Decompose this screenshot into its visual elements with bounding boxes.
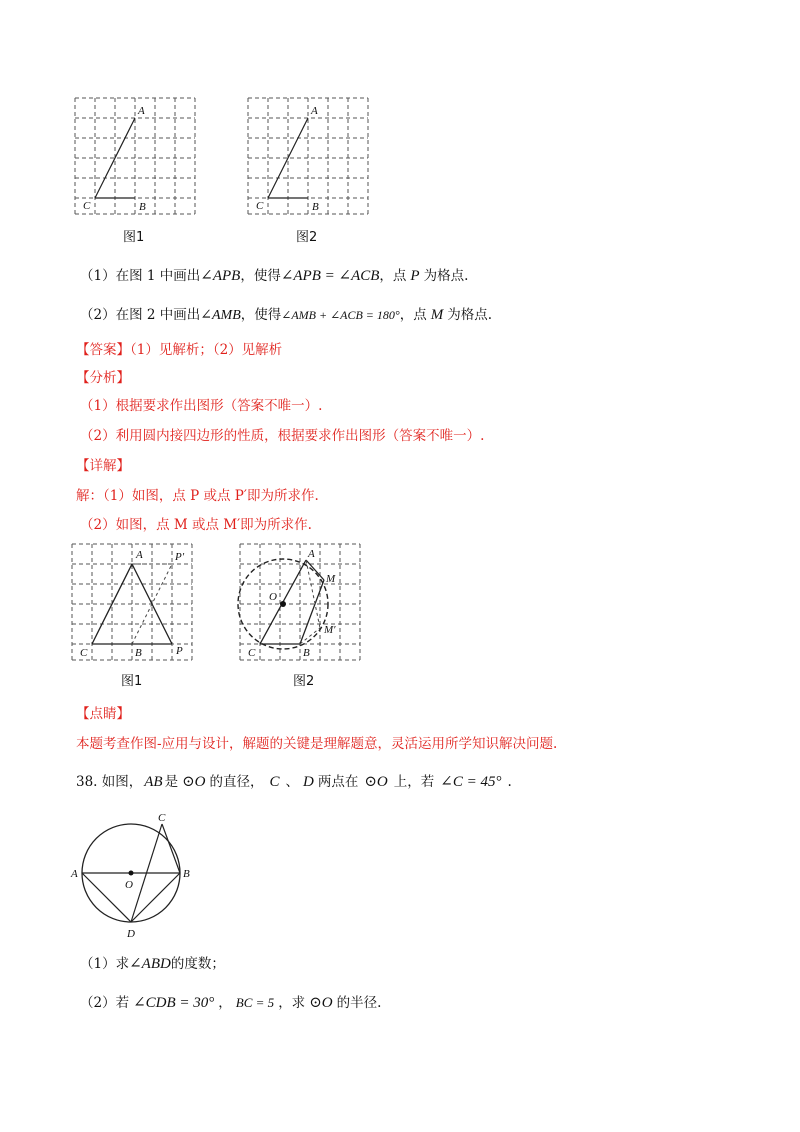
text: （1）求: [80, 956, 130, 972]
math-point: P: [410, 268, 420, 284]
question-38-part-2: [80, 993, 381, 1013]
label-b: B: [183, 868, 190, 880]
label-c: C: [256, 200, 264, 212]
text: 两点在: [317, 774, 359, 790]
math-condition: ∠CDB = 30°: [133, 995, 215, 1011]
label-b: B: [135, 647, 142, 659]
label-c: C: [80, 647, 88, 659]
answer-tag: 【答案】: [76, 342, 130, 358]
figure-caption-1: 图1: [123, 230, 145, 245]
comment-tag: 【点睛】: [76, 706, 130, 722]
grid-figure-1: [70, 94, 200, 218]
detail-tag: 【详解】: [76, 458, 130, 474]
answer-text: （1）见解析；（2）见解析: [130, 342, 283, 358]
math-circle: ⊙O: [182, 774, 206, 790]
analysis-line-2: （2）利用圆内接四边形的性质，根据要求作出图形（答案不唯一）.: [80, 428, 485, 444]
label-a: A: [71, 868, 78, 880]
text: 为格点.: [447, 307, 492, 323]
math-equation: ∠AMB + ∠ACB = 180°: [281, 308, 400, 322]
text: 的半径.: [336, 995, 382, 1011]
math-segment: AB: [144, 774, 163, 790]
answer-line: [76, 340, 282, 360]
circle-figure-38: [66, 812, 206, 942]
text: 的直径，: [209, 774, 264, 790]
question-38: [76, 772, 512, 792]
solution-figure-1: [68, 540, 198, 664]
label-a: A: [136, 549, 143, 561]
label-c: C: [83, 200, 91, 212]
label-a: A: [138, 105, 145, 117]
text: 为格点.: [423, 268, 469, 284]
label-c: C: [158, 812, 166, 824]
text: ，: [218, 995, 232, 1011]
comment-text: 本题考查作图-应用与设计，解题的关键是理解题意，灵活运用所学知识解决问题.: [76, 736, 558, 752]
text: .: [507, 774, 512, 790]
label-m-prime: M′: [324, 624, 336, 636]
text: ，点: [379, 268, 407, 284]
question-part-1: [80, 266, 468, 286]
label-p-prime: P′: [175, 551, 185, 563]
text: （1）在图 1 中画出: [80, 268, 201, 284]
text: 的度数；: [170, 956, 225, 972]
text: ，使得: [240, 307, 282, 323]
text: 、: [285, 774, 300, 790]
label-o: O: [269, 591, 277, 603]
label-o: O: [125, 879, 133, 891]
math-angle: ∠ABD: [129, 956, 171, 972]
math-point: C: [269, 774, 280, 790]
text: 上，若: [393, 774, 435, 790]
label-c: C: [248, 647, 256, 659]
math-angle: ∠APB: [200, 268, 241, 284]
question-number: 38. 如图，: [76, 774, 143, 790]
text: （2）在图 2 中画出: [80, 307, 201, 323]
label-a: A: [311, 105, 318, 117]
analysis-line-1: （1）根据要求作出图形（答案不唯一）.: [80, 398, 323, 414]
label-a: A: [308, 548, 315, 560]
detail-line-2: （2）如图，点 M 或点 M′即为所求作.: [80, 517, 312, 533]
solution-figure-2: [236, 540, 366, 664]
text: 是: [164, 774, 179, 790]
math-point: D: [303, 774, 314, 790]
math-circle: ⊙O: [309, 995, 333, 1011]
solution-caption-2: 图2: [293, 674, 315, 689]
label-b: B: [312, 201, 319, 213]
label-m: M: [326, 573, 336, 585]
math-point: M: [430, 307, 444, 323]
math-angle: ∠AMB: [200, 308, 241, 323]
math-equation: ∠APB = ∠ACB: [280, 268, 380, 284]
detail-line-1: 解：（1）如图，点 P 或点 P′即为所求作.: [76, 488, 319, 504]
grid-figure-2: [243, 94, 373, 218]
question-part-2: [80, 305, 492, 326]
text: ，点: [399, 307, 427, 323]
label-p: P: [176, 645, 183, 657]
text: ，使得: [240, 268, 281, 284]
label-b: B: [139, 201, 146, 213]
text: （2）若: [80, 995, 130, 1011]
figure-caption-2: 图2: [296, 230, 318, 245]
label-b: B: [303, 647, 310, 659]
text: ，求: [278, 995, 306, 1011]
analysis-tag: 【分析】: [76, 370, 130, 386]
math-condition: ∠C = 45°: [440, 774, 502, 790]
question-38-part-1: [80, 954, 225, 974]
math-condition: BC = 5: [235, 995, 275, 1010]
solution-caption-1: 图1: [121, 674, 143, 689]
math-circle: ⊙O: [364, 774, 388, 790]
label-d: D: [127, 928, 135, 940]
